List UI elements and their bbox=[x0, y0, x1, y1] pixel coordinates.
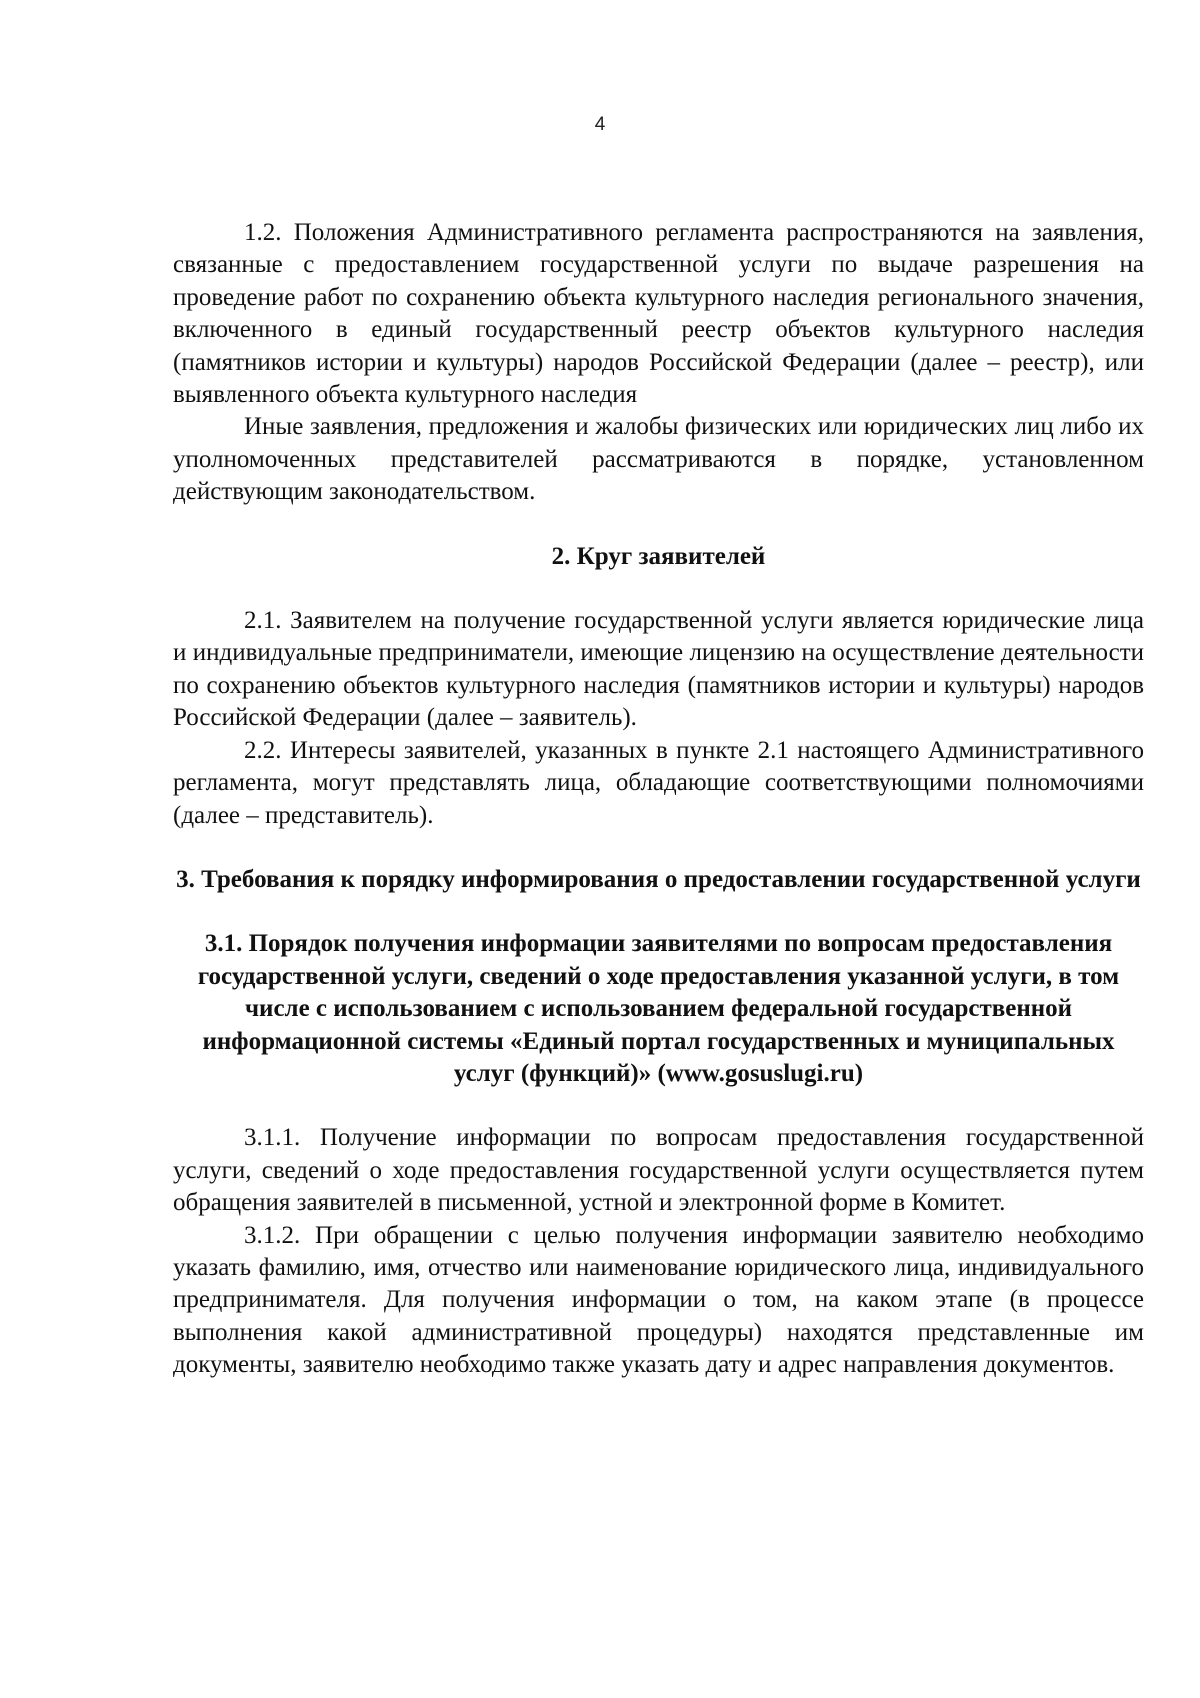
paragraph-2-2: 2.2. Интересы заявителей, указанных в пункте 2.1 настоящего Административного регламента, могут представлять лица, обладающие соответствующими полномочиями (далее – представитель). bbox=[173, 736, 1144, 829]
section-heading-3-1: 3.1. Порядок получения информации заявителями по вопросам предоставления государственной услуги, сведений о ходе предоставления указанной услуги, в том числе с использованием с использованием федеральной государственной информационной системы «Единый портал государственных и муниципальных услуг (функций)» (www.gosuslugi.ru) bbox=[197, 930, 1120, 1087]
paragraph-3-1-1: 3.1.1. Получение информации по вопросам предоставления государственной услуги, сведений о ходе предоставления государственной услуги осуществляется путем обращения заявителей в письменной, устной и электронной форме в Комитет. bbox=[173, 1124, 1144, 1217]
paragraph-other-requests: Иные заявления, предложения и жалобы физических или юридических лиц либо их уполномоченных представителей рассматриваются в порядке, установленном действующим законодательством. bbox=[173, 413, 1144, 506]
paragraph-2-1: 2.1. Заявителем на получение государственной услуги является юридические лица и индивидуальные предприниматели, имеющие лицензию на осуществление деятельности по сохранению объектов культурного наследия (памятников истории и культуры) народов Российской Федерации (далее – заявитель). bbox=[173, 607, 1144, 732]
page-number: 4 bbox=[594, 114, 606, 135]
section-heading-3: 3. Требования к порядку информирования о предоставлении государственной услуги bbox=[176, 865, 1141, 893]
section-heading-2: 2. Круг заявителей bbox=[551, 542, 766, 570]
document-body bbox=[173, 217, 1144, 1382]
paragraph-1-2: 1.2. Положения Административного регламента распространяются на заявления, связанные с предоставлением государственной услуги по выдаче разрешения на проведение работ по сохранению объекта культурного наследия регионального значения, включенного в единый государственный реестр объектов культурного наследия (памятников истории и культуры) народов Российской Федерации (далее – реестр), или выявленного объекта культурного наследия bbox=[173, 219, 1144, 409]
paragraph-3-1-2: 3.1.2. При обращении с целью получения информации заявителю необходимо указать фамилию, имя, отчество или наименование юридического лица, индивидуального предпринимателя. Для получения информации о том, на каком этапе (в процессе выполнения какой административной процедуры) находятся представленные им документы, заявителю необходимо также указать дату и адрес направления документов. bbox=[173, 1221, 1144, 1379]
